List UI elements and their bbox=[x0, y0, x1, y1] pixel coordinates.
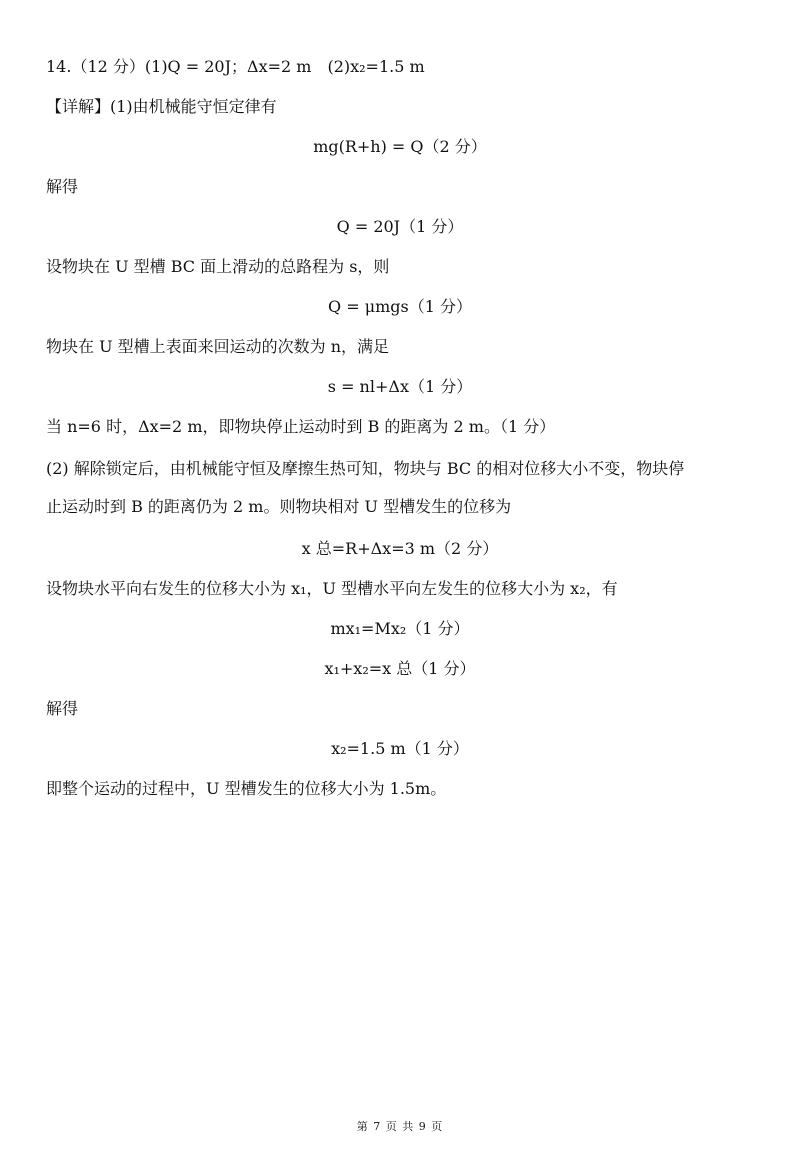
page-footer: 第 7 页 共 9 页 bbox=[356, 1120, 444, 1133]
text-path: 设物块在 U 型槽 BC 面上滑动的总路程为 s，则 bbox=[46, 257, 390, 276]
equation-xtotal: x 总=R+Δx=3 m（2 分） bbox=[301, 539, 499, 558]
equation-energy: mg(R+h) = Q（2 分） bbox=[313, 137, 487, 156]
equation-q: Q = 20J（1 分） bbox=[336, 217, 464, 236]
solve-label: 解得 bbox=[46, 177, 79, 196]
part2-text-1: (2) 解除锁定后，由机械能守恒及摩擦生热可知，物块与 BC 的相对位移大小不变，物块停 bbox=[46, 459, 685, 478]
equation-friction: Q = μmgs（1 分） bbox=[328, 297, 472, 316]
text-count: 物块在 U 型槽上表面来回运动的次数为 n，满足 bbox=[46, 337, 390, 356]
part2-text-2: 止运动时到 B 的距离仍为 2 m。则物块相对 U 型槽发生的位移为 bbox=[46, 497, 512, 516]
equation-s: s = nl+Δx（1 分） bbox=[327, 377, 473, 396]
text-n6: 当 n=6 时，Δx=2 m，即物块停止运动时到 B 的距离为 2 m。（1 分） bbox=[46, 417, 556, 436]
equation-momentum: mx₁=Mx₂（1 分） bbox=[330, 619, 470, 638]
detail-intro: 【详解】(1)由机械能守恒定律有 bbox=[46, 97, 277, 116]
equation-sum: x₁+x₂=x 总（1 分） bbox=[324, 659, 476, 678]
equation-x2: x₂=1.5 m（1 分） bbox=[331, 739, 469, 758]
solve-label-2: 解得 bbox=[46, 699, 79, 718]
conclusion: 即整个运动的过程中，U 型槽发生的位移大小为 1.5m。 bbox=[46, 779, 447, 798]
answer-header: 14.（12 分）(1)Q = 20J；Δx=2 m (2)x₂=1.5 m bbox=[46, 57, 425, 76]
text-displacements: 设物块水平向右发生的位移大小为 x₁，U 型槽水平向左发生的位移大小为 x₂，有 bbox=[46, 579, 618, 598]
